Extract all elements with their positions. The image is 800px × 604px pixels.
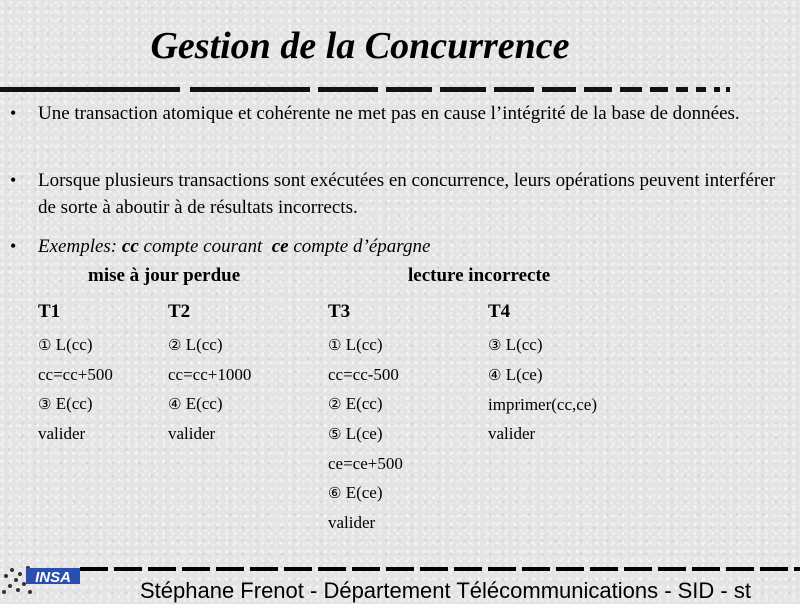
examples-cc-desc: compte courant bbox=[138, 236, 272, 257]
bullet-dot-icon: • bbox=[10, 170, 17, 190]
logo-text: INSA bbox=[35, 569, 71, 586]
operation-step bbox=[168, 330, 251, 360]
step-number-icon: ① bbox=[38, 336, 52, 354]
bullet-dot-icon: • bbox=[10, 103, 17, 123]
operation-step bbox=[38, 360, 113, 389]
operation-text: cc=cc-500 bbox=[328, 365, 399, 384]
operation-step bbox=[38, 419, 113, 448]
section-heading-lost-update: mise à jour perdue bbox=[88, 265, 241, 286]
step-number-icon: ③ bbox=[488, 336, 502, 354]
step-number-icon: ② bbox=[328, 395, 342, 413]
bullet-item bbox=[10, 100, 740, 127]
transaction-column bbox=[38, 297, 113, 448]
bullet-dot-icon: • bbox=[10, 236, 17, 256]
operation-text: valider bbox=[168, 424, 216, 443]
section-heading-dirty-read: lecture incorrecte bbox=[408, 265, 551, 286]
operation-step bbox=[328, 478, 403, 508]
footer-text: Stéphane Frenot - Département Télécommunications - SID - st bbox=[140, 578, 751, 603]
operation-text: imprimer(cc,ce) bbox=[488, 395, 598, 414]
operation-step bbox=[168, 419, 251, 448]
operation-step bbox=[328, 360, 403, 389]
bullet-examples bbox=[10, 233, 430, 260]
operation-step bbox=[168, 360, 251, 389]
step-number-icon: ④ bbox=[488, 366, 502, 384]
operation-text: L(cc) bbox=[55, 335, 93, 354]
transaction-column bbox=[328, 297, 403, 537]
operation-step bbox=[38, 389, 113, 419]
operation-step bbox=[38, 330, 113, 360]
operation-text: E(cc) bbox=[55, 394, 93, 413]
operation-step bbox=[168, 389, 251, 419]
operation-text: E(ce) bbox=[345, 483, 383, 502]
operation-text: L(ce) bbox=[345, 424, 383, 443]
step-number-icon: ⑥ bbox=[328, 484, 342, 502]
operation-text: cc=cc+500 bbox=[38, 365, 113, 384]
operation-step bbox=[328, 508, 403, 537]
operation-step bbox=[328, 419, 403, 449]
title-underline bbox=[0, 86, 740, 94]
insa-logo bbox=[0, 556, 82, 600]
operation-text: E(cc) bbox=[345, 394, 383, 413]
operation-text: L(cc) bbox=[185, 335, 223, 354]
operation-step bbox=[328, 330, 403, 360]
step-number-icon: ③ bbox=[38, 395, 52, 413]
step-number-icon: ① bbox=[328, 336, 342, 354]
transaction-name: T3 bbox=[328, 301, 351, 322]
operation-text: L(ce) bbox=[505, 365, 543, 384]
transaction-name: T4 bbox=[488, 301, 511, 322]
operation-step bbox=[488, 360, 597, 390]
operation-step bbox=[328, 389, 403, 419]
step-number-icon: ② bbox=[168, 336, 182, 354]
operation-text: E(cc) bbox=[185, 394, 223, 413]
footer-divider bbox=[80, 567, 800, 571]
operation-step bbox=[488, 419, 597, 448]
bullet-text: Lorsque plusieurs transactions sont exécutées en concurrence, leurs opérations peuvent interférer de sorte à aboutir à de résultats incorrects. bbox=[38, 170, 776, 218]
examples-ce-desc: compte d’épargne bbox=[288, 236, 431, 257]
step-number-icon: ⑤ bbox=[328, 425, 342, 443]
step-number-icon: ④ bbox=[168, 395, 182, 413]
bullet-item bbox=[10, 167, 790, 221]
operation-text: L(cc) bbox=[345, 335, 383, 354]
transaction-column bbox=[488, 297, 597, 448]
transaction-name: T2 bbox=[168, 301, 191, 322]
bullet-text: Une transaction atomique et cohérente ne met pas en cause l’intégrité de la base de données. bbox=[38, 103, 740, 124]
operation-text: ce=ce+500 bbox=[328, 454, 403, 473]
operation-step bbox=[488, 390, 597, 419]
examples-cc: cc bbox=[121, 236, 139, 257]
operation-step bbox=[488, 330, 597, 360]
operation-text: valider bbox=[328, 513, 376, 532]
operation-step bbox=[328, 449, 403, 478]
operation-text: valider bbox=[38, 424, 86, 443]
operation-text: valider bbox=[488, 424, 536, 443]
operation-text: cc=cc+1000 bbox=[168, 365, 252, 384]
transaction-column bbox=[168, 297, 251, 448]
slide-title: Gestion de la Concurrence bbox=[150, 25, 570, 67]
transaction-name: T1 bbox=[38, 301, 61, 322]
examples-prefix: Exemples: bbox=[38, 236, 122, 257]
operation-text: L(cc) bbox=[505, 335, 543, 354]
examples-ce: ce bbox=[271, 236, 289, 257]
